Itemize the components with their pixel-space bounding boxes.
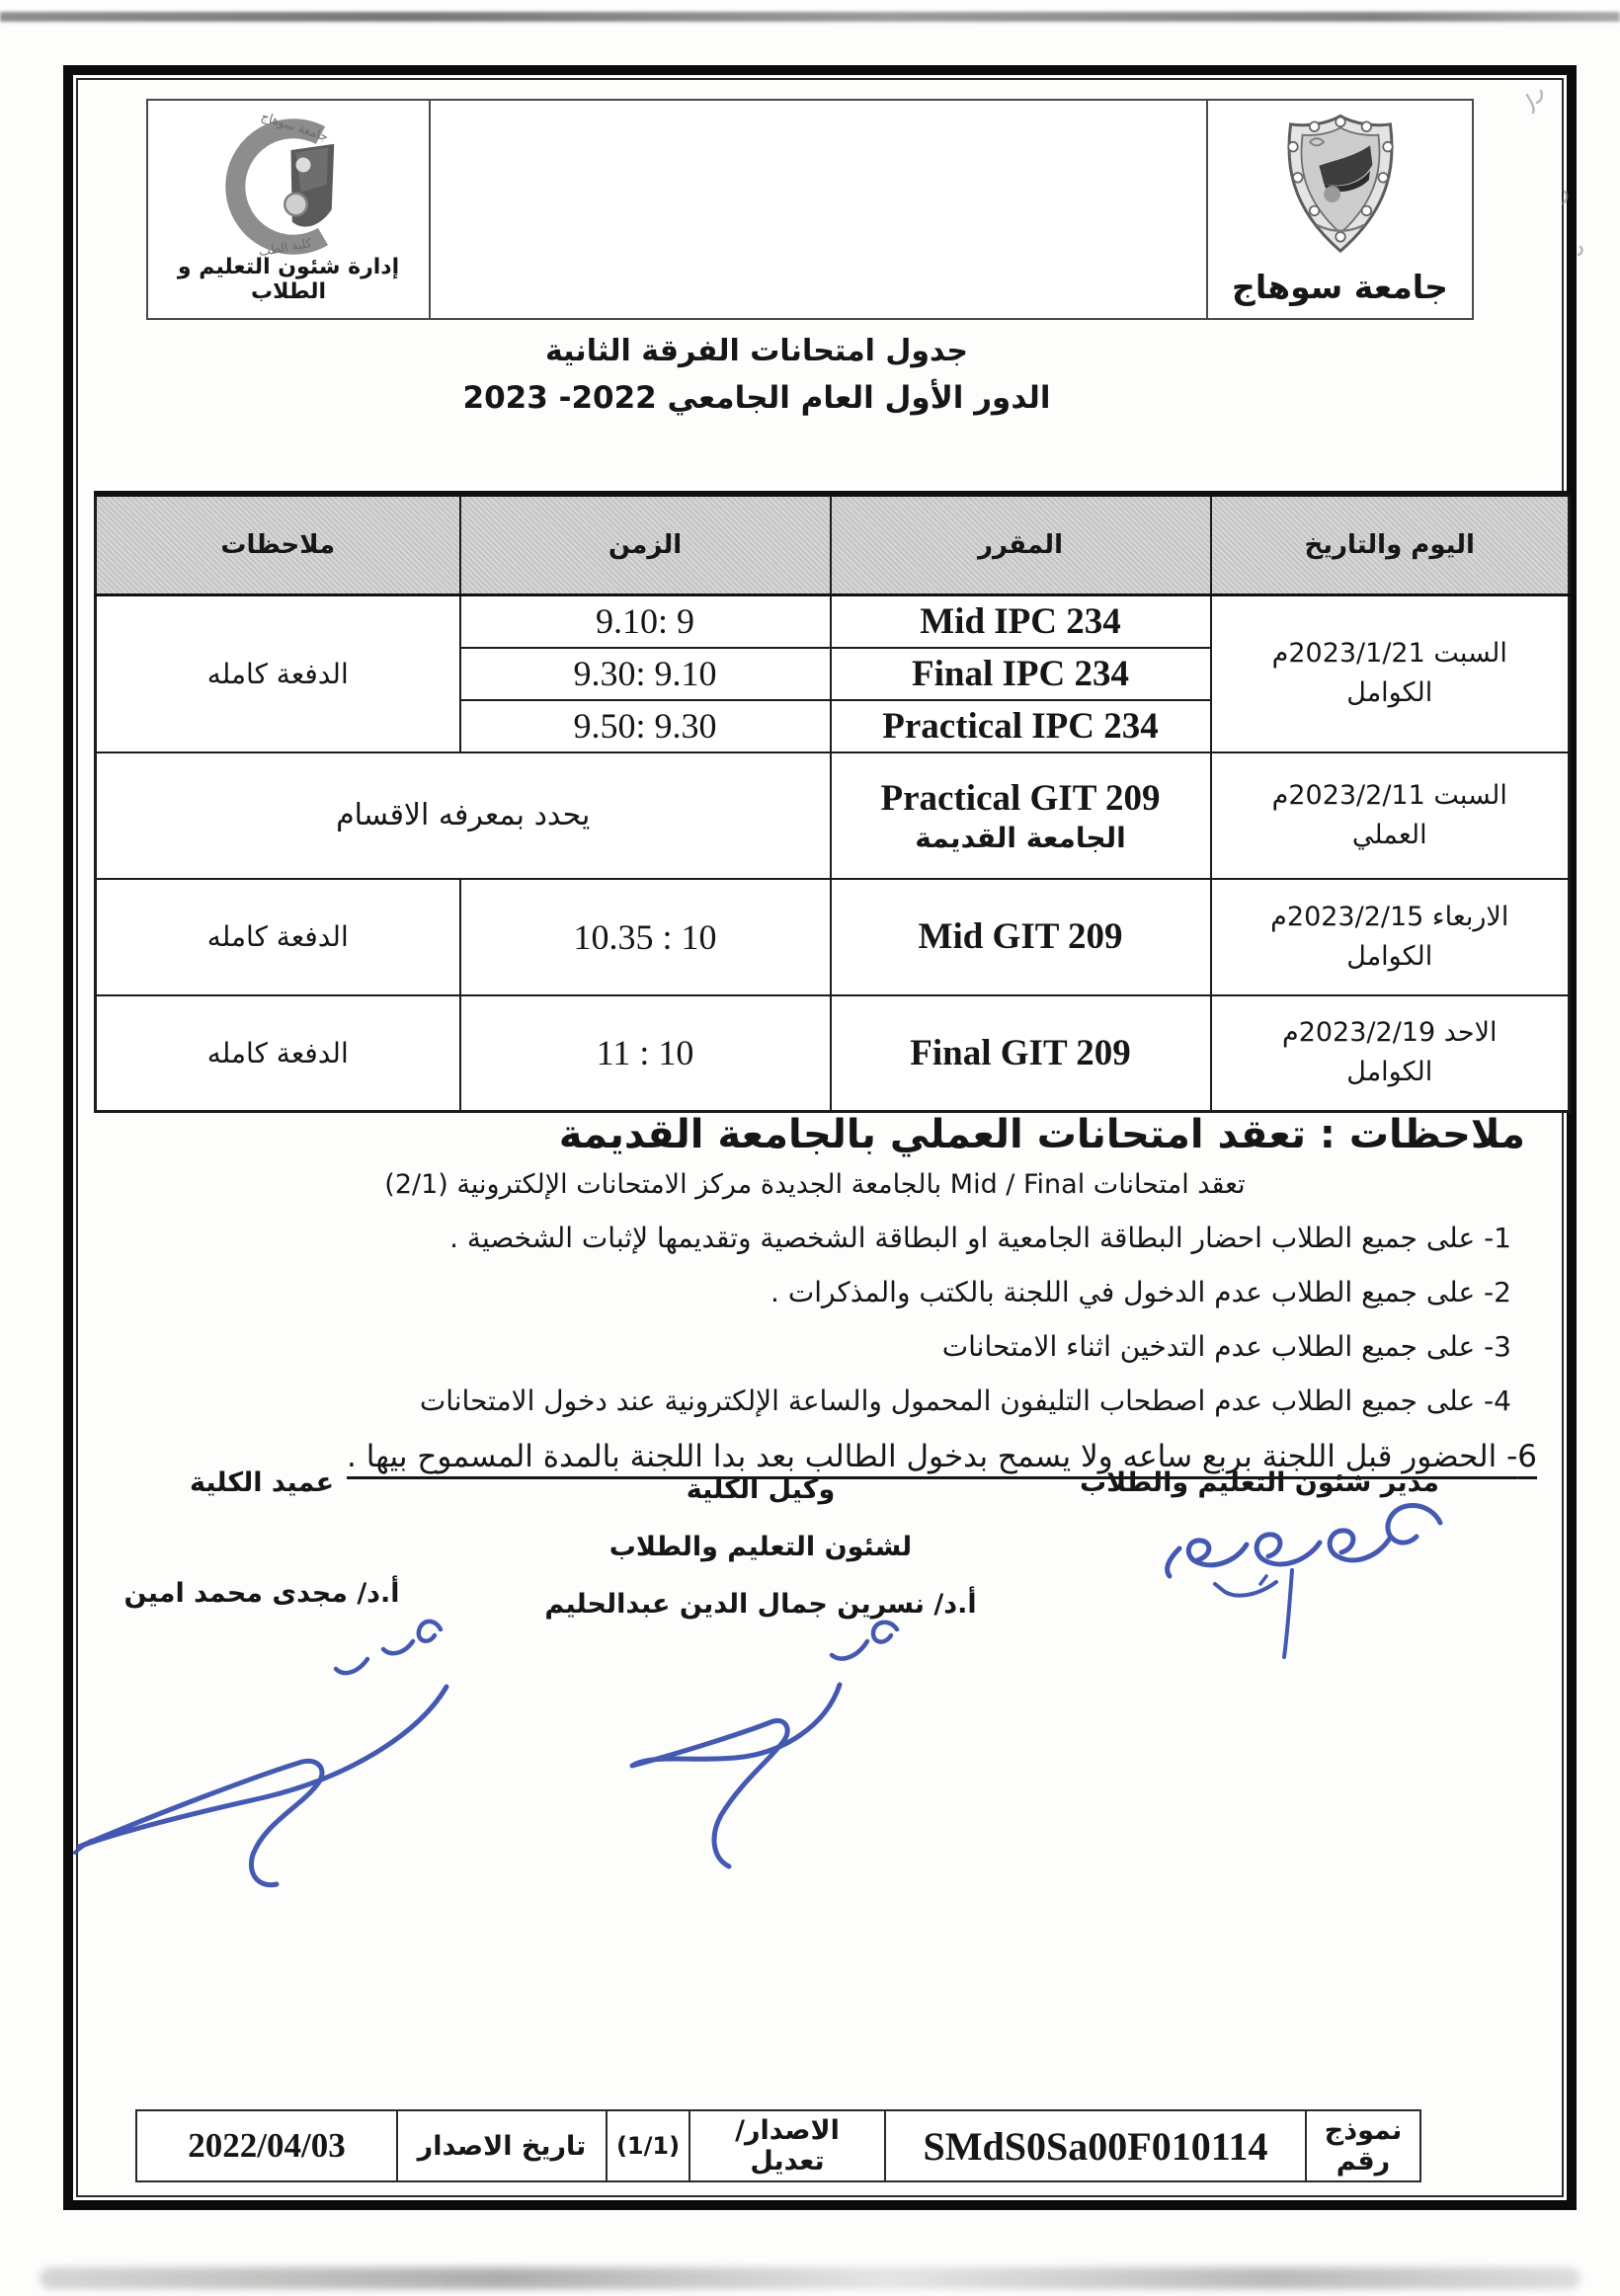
notes-item-3: 3- على جميع الطلاب عدم التدخين اثناء الامتحانات xyxy=(941,1330,1511,1363)
issue-date-label: تاريخ الاصدار xyxy=(397,2110,607,2181)
date-site: الكوامل xyxy=(1346,677,1433,709)
faculty-of-medicine-logo xyxy=(214,111,363,259)
date-day: السبت 2023/2/11م xyxy=(1271,779,1507,811)
letterhead-empty-cell xyxy=(431,101,1206,318)
course-cell: Final GIT 209 xyxy=(831,995,1211,1112)
course-cell xyxy=(831,752,1211,879)
notes-subheading: تعقد امتحانات Mid / Final بالجامعة الجديدة مركز الامتحانات الإلكترونية (2/1) xyxy=(384,1169,1246,1200)
dean-title: عميد الكلية xyxy=(189,1467,335,1498)
col-header-time: الزمن xyxy=(460,494,831,595)
date-day: الاحد 2023/2/19م xyxy=(1281,1017,1498,1049)
course-location: الجامعة القديمة xyxy=(915,821,1126,854)
title-line-2: الدور الأول العام الجامعي 2022- 2023 xyxy=(462,380,1051,416)
course-name: Practical GIT 209 xyxy=(880,777,1161,819)
table-row xyxy=(96,595,1570,648)
date-cell-group1 xyxy=(1211,595,1570,752)
table-row xyxy=(96,752,1570,879)
university-logo-cell xyxy=(1206,101,1472,318)
university-name: جامعة سوهاج xyxy=(1232,268,1448,306)
date-site: الكوامل xyxy=(1346,940,1433,972)
vice-dean-title-line1: وكيل الكلية xyxy=(686,1474,836,1505)
col-header-course: المقرر xyxy=(831,494,1211,595)
course-cell: Final IPC 234 xyxy=(831,648,1211,700)
time-cell: 11 : 10 xyxy=(596,1033,694,1073)
department-label: إدارة شئون التعليم و الطلاب xyxy=(177,255,400,304)
version-label: الاصدار/ تعديل xyxy=(689,2110,885,2181)
date-site: الكوامل xyxy=(1346,1057,1433,1088)
course-cell: Mid GIT 209 xyxy=(831,879,1211,995)
scanner-bottom-artifact xyxy=(40,2267,1580,2289)
time-notes-merged-cell: يحدد بمعرفه الاقسام xyxy=(96,752,831,879)
table-row xyxy=(96,879,1570,995)
time-cell: 9.30: 9.10 xyxy=(573,654,717,693)
col-header-notes: ملاحظات xyxy=(96,494,460,595)
notes-item-6-underlined: 6- الحضور قبل اللجنة بربع ساعه ولا يسمح بدخول الطالب بعد بدا اللجنة بالمدة المسموح بيها . xyxy=(347,1439,1537,1474)
date-day: الاربعاء 2023/2/15م xyxy=(1270,901,1509,932)
logo-arc-text-top: جامعة سوهاج xyxy=(259,111,331,144)
time-cell: 10.35 : 10 xyxy=(573,916,717,957)
faculty-logo-cell xyxy=(148,101,431,318)
notes-cell: الدفعة كامله xyxy=(96,879,460,995)
document-title-block xyxy=(0,334,1513,416)
form-number-label: نموذج رقم xyxy=(1306,2110,1420,2181)
title-line-1: جدول امتحانات الفرقة الثانية xyxy=(544,334,969,368)
time-cell: 9.10: 9 xyxy=(595,601,694,642)
version-value: (1/1) xyxy=(607,2110,689,2181)
notes-cell-group1: الدفعة كامله xyxy=(96,595,460,752)
vice-dean-name: أ.د/ نسرين جمال الدين عبدالحليم xyxy=(544,1589,977,1620)
footer-row xyxy=(136,2110,1420,2181)
footer-form-strip xyxy=(135,2109,1421,2182)
date-site: العملي xyxy=(1351,819,1427,850)
time-cell: 9.50: 9.30 xyxy=(573,706,717,746)
date-cell xyxy=(1211,995,1570,1112)
table-row xyxy=(96,995,1570,1112)
scanner-edge-artifact xyxy=(0,12,1620,22)
vice-dean-block xyxy=(543,1462,978,1633)
letterhead xyxy=(146,99,1474,320)
course-cell: Practical IPC 234 xyxy=(831,700,1211,752)
issue-date-value: 2022/04/03 xyxy=(136,2110,397,2181)
notes-item-2: 2- على جميع الطلاب عدم الدخول في اللجنة بالكتب والمذكرات . xyxy=(770,1276,1511,1308)
dean-name: أ.د/ مجدى محمد امين xyxy=(123,1578,400,1609)
notes-cell: الدفعة كامله xyxy=(96,995,460,1112)
notes-heading: ملاحظات : تعقد امتحانات العملي بالجامعة القديمة xyxy=(558,1112,1525,1157)
director-title: مدير شئون التعليم والطلاب xyxy=(1080,1467,1439,1498)
date-day: السبت 2023/1/21م xyxy=(1271,638,1507,670)
col-header-date: اليوم والتاريخ xyxy=(1211,494,1570,595)
notes-section xyxy=(79,1112,1551,1474)
vice-dean-title-line2: لشئون التعليم والطلاب xyxy=(608,1532,913,1562)
sohag-university-shield-logo xyxy=(1281,111,1400,259)
table-header-row xyxy=(96,494,1570,595)
exam-schedule-table xyxy=(94,491,1571,1113)
date-cell xyxy=(1211,879,1570,995)
form-number-value: SMdS0Sa00F010114 xyxy=(885,2110,1306,2181)
date-cell xyxy=(1211,752,1570,879)
logo-arc-text-bottom: كلية الطب xyxy=(257,234,313,259)
notes-item-1: 1- على جميع الطلاب احضار البطاقة الجامعية او البطاقة الشخصية وتقديمها لإثبات الشخصية . xyxy=(449,1222,1511,1254)
notes-item-4: 4- على جميع الطلاب عدم اصطحاب التليفون المحمول والساعة الإلكترونية عند دخول الامتحانات xyxy=(419,1385,1511,1417)
course-cell: Mid IPC 234 xyxy=(831,595,1211,648)
